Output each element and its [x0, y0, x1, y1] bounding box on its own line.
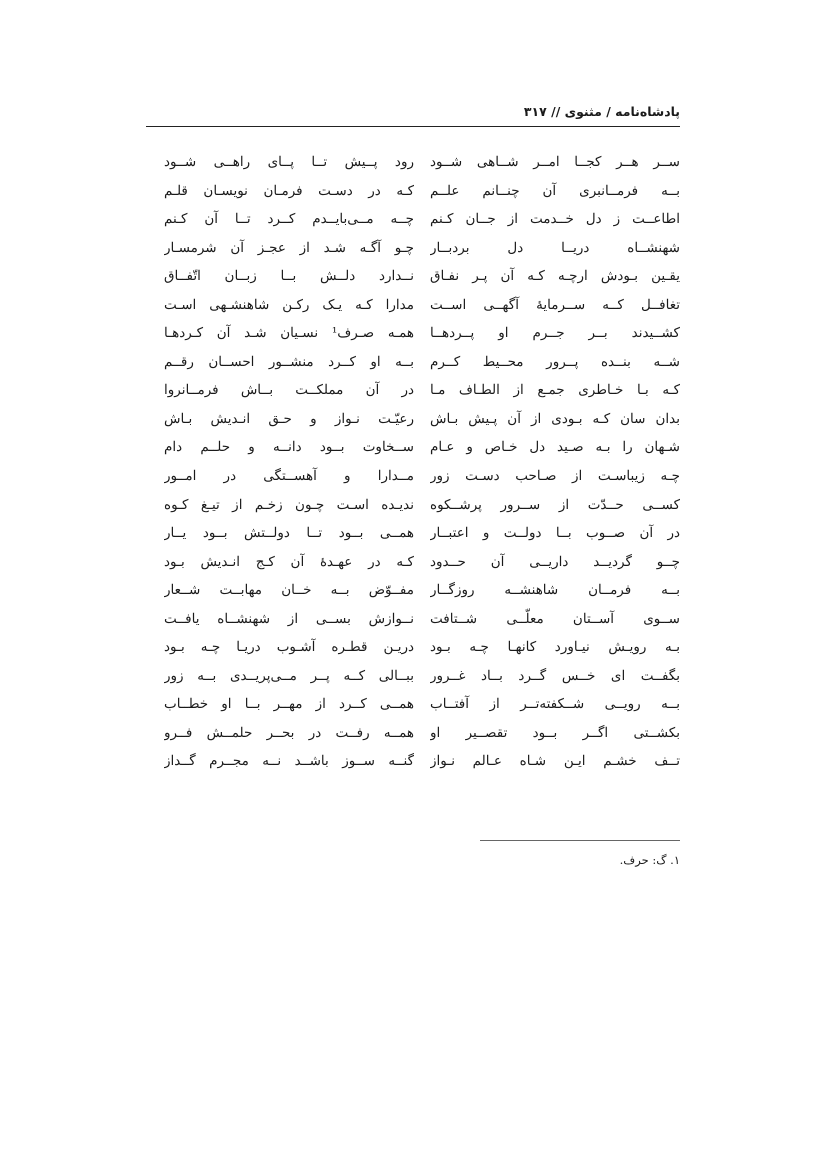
hemistich: کـه در عهـدهٔ آن کـج انـدیش بـود	[164, 553, 414, 570]
hemistich: بــه فرمــان شاهنشــه روزگــار	[430, 582, 680, 599]
hemistich: چـه زیباسـت از صـاحب دسـت زور	[430, 468, 680, 485]
hemistich: دریـن قطـره آشـوب دریـا چـه بـود	[164, 639, 414, 656]
hemistich: بدان سان کـه بـودی از آن پـیش بـاش	[430, 410, 680, 427]
hemistich: شـهان را بـه صـید دل خـاص و عـام	[430, 439, 680, 456]
hemistich: بـه رویـش نیـاورد کانهـا چـه بـود	[430, 639, 680, 656]
hemistich: بگفــت ای خــس گــرد بــاد غــرور	[430, 667, 680, 684]
hemistich: کـه در دسـت فرمـان نویسـان قلـم	[164, 182, 414, 199]
poem-right-column	[430, 148, 680, 776]
footnote-rule	[480, 840, 680, 841]
footnote: ۱. گ: حرف.	[619, 853, 680, 867]
hemistich: ســوی آســتان معلّــی شــتافت	[430, 610, 680, 627]
hemistich: مــدارا و آهســتگی در امــور	[164, 468, 414, 485]
hemistich: ندیـده اسـت چـون زخـم از تیـغ کـوه	[164, 496, 414, 513]
hemistich: گنــه ســوز باشــد نــه مجــرم گــداز	[164, 753, 414, 770]
header-rule	[146, 126, 680, 127]
hemistich: بکشــتی اگــر بــود تقصــیر او	[430, 724, 680, 741]
hemistich: اطاعــت ز دل خــدمت از جــان کـنم	[430, 211, 680, 228]
hemistich: تغافــل کــه ســرمایهٔ آگهــی اســت	[430, 296, 680, 313]
hemistich: کســی حــدّت از ســرور پرشــکوه	[430, 496, 680, 513]
hemistich: نــوازش بســی از شهنشــاه یافــت	[164, 610, 414, 627]
hemistich: رعیّـت نـواز و حـق انـدیش بـاش	[164, 410, 414, 427]
running-header: پادشاه‌نامه / مثنوی // ۳۱۷	[523, 104, 680, 119]
hemistich: مدارا کـه یـک رکـن شاهنشـهی اسـت	[164, 296, 414, 313]
hemistich: همــه رفــت در بحــر حلمــش فــرو	[164, 724, 414, 741]
hemistich: بــه فرمــانبری آن چنــانم علــم	[430, 182, 680, 199]
hemistich: چــو گردیــد داریــی آن حــدود	[430, 553, 680, 570]
hemistich: کشــیدند بــر جــرم او پــردهــا	[430, 325, 680, 342]
hemistich: تــف خشـم ایـن شـاه عـالم نـواز	[430, 753, 680, 770]
hemistich: در آن مملکــت بــاش فرمــانروا	[164, 382, 414, 399]
hemistich: چــه مــی‌بایــدم کــرد تــا آن کـنم	[164, 211, 414, 228]
hemistich: ببــالی کــه پــر مــی‌پریــدی بــه زور	[164, 667, 414, 684]
hemistich: نــدارد دلــش بــا زبــان اتّفــاق	[164, 268, 414, 285]
hemistich: همـه صـرف¹ نسـیان شـد آن کـردهـا	[164, 325, 414, 342]
hemistich: همــی کــرد از مهــر بــا او خطــاب	[164, 696, 414, 713]
hemistich: بــه او کــرد منشــور احســان رقــم	[164, 353, 414, 370]
hemistich: کـه بـا خـاطری جمـع از الطـاف مـا	[430, 382, 680, 399]
hemistich: در آن صــوب بــا دولــت و اعتبــار	[430, 525, 680, 542]
hemistich: شهنشــاه دریــا دل بردبــار	[430, 239, 680, 256]
hemistich: مفــوّض بــه خــان مهابــت شــعار	[164, 582, 414, 599]
hemistich: همــی بــود تــا دولــتش بــود یــار	[164, 525, 414, 542]
hemistich: چـو آگـه شـد از عجـز آن شرمسـار	[164, 239, 414, 256]
hemistich: یقـین بـودش ارچـه کـه آن پـر نفـاق	[430, 268, 680, 285]
hemistich: بــه رویــی شــکفته‌تــر از آفتــاب	[430, 696, 680, 713]
hemistich: ســخاوت بــود دانــه و حلــم دام	[164, 439, 414, 456]
hemistich: رود پــیش تــا پــای راهــی شــود	[164, 154, 414, 170]
poem-left-column	[164, 148, 414, 776]
hemistich: شــه بنــده پــرور محــیط کــرم	[430, 353, 680, 370]
hemistich: ســر هــر کجــا امــر شــاهی شــود	[430, 154, 680, 170]
